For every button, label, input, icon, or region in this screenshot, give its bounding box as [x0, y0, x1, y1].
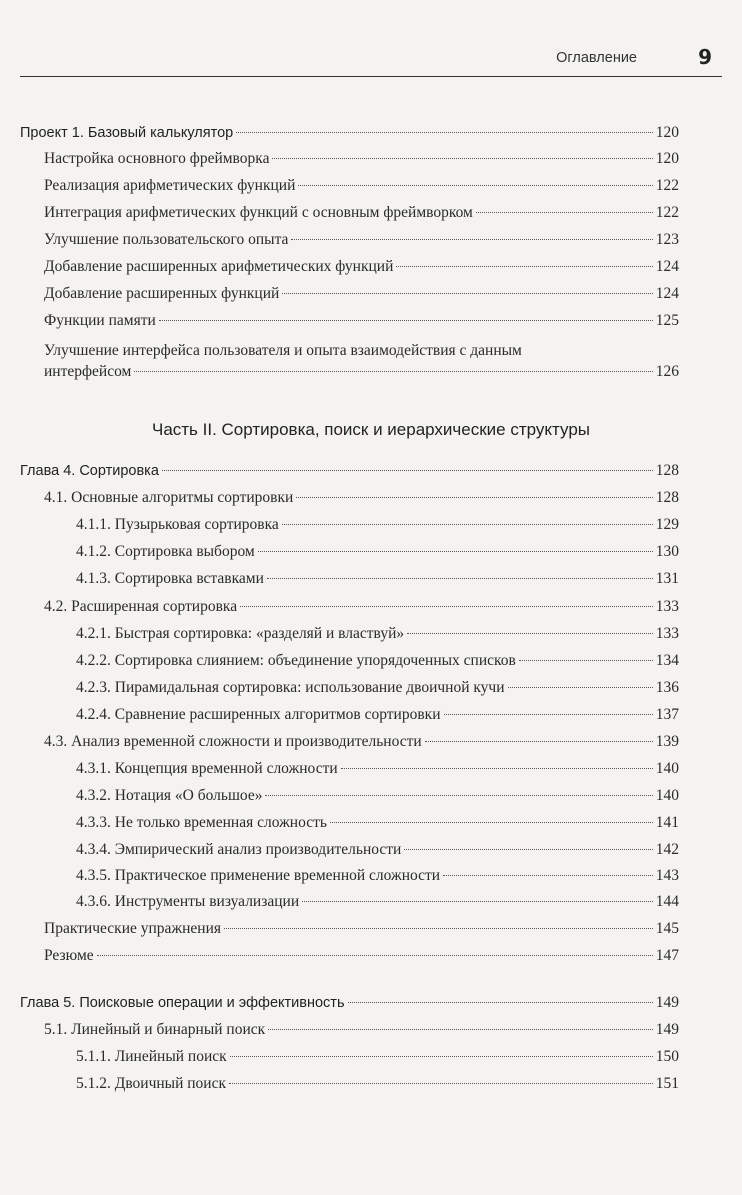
toc-entry-title: 4.3.3. Не только временная сложность: [76, 814, 327, 831]
toc-page-number: 124: [655, 285, 679, 302]
dot-leader: [230, 1056, 653, 1057]
toc-page-number: 133: [655, 625, 679, 642]
toc-entry-title: 4.2.3. Пирамидальная сортировка: использование двоичной кучи: [76, 679, 505, 696]
toc-entry-title: Глава 4. Сортировка: [20, 463, 159, 479]
toc-page-number: 130: [655, 543, 679, 560]
toc-entry[interactable]: [76, 760, 679, 778]
dot-leader: [444, 714, 653, 715]
dot-leader: [267, 578, 653, 579]
toc-entry-title: Добавление расширенных функций: [44, 285, 280, 302]
dot-leader: [159, 320, 653, 321]
dot-leader: [97, 955, 653, 956]
toc-entry[interactable]: [44, 204, 679, 222]
toc-entry-title: Интеграция арифметических функций с основным фреймворком: [44, 204, 473, 221]
dot-leader: [508, 687, 653, 688]
dot-leader: [282, 524, 653, 525]
header-title: Оглавление: [556, 50, 637, 66]
toc-entry[interactable]: [76, 893, 679, 911]
toc-page-number: 150: [655, 1048, 679, 1065]
toc-entry[interactable]: [76, 1048, 679, 1066]
toc-entry[interactable]: [44, 489, 679, 507]
toc-page-number: 147: [655, 947, 679, 964]
dot-leader: [443, 875, 653, 876]
dot-leader: [476, 212, 653, 213]
toc-entry-title: Резюме: [44, 947, 94, 964]
toc-entry[interactable]: [76, 814, 679, 832]
toc-page-number: 122: [655, 177, 679, 194]
dot-leader: [330, 822, 653, 823]
dot-leader: [296, 497, 652, 498]
toc-page-number: 122: [655, 204, 679, 221]
dot-leader: [272, 158, 652, 159]
toc-entry-title: Улучшение пользовательского опыта: [44, 231, 289, 248]
dot-leader: [162, 470, 653, 471]
toc-entry[interactable]: [44, 1021, 679, 1039]
dot-leader: [341, 768, 653, 769]
toc-entry-title: 5.1.2. Двоичный поиск: [76, 1075, 227, 1092]
toc-entry[interactable]: [76, 706, 679, 724]
toc-entry[interactable]: [44, 920, 679, 938]
toc-entry-title: Улучшение интерфейса пользователя и опыта взаимодействия с данным: [44, 342, 522, 359]
toc-page-number: 128: [655, 462, 679, 479]
toc-entry[interactable]: [76, 570, 679, 588]
toc-page-number: 149: [655, 994, 679, 1011]
toc-entry-title: 4.3.4. Эмпирический анализ производительности: [76, 841, 402, 858]
dot-leader: [348, 1002, 653, 1003]
dot-leader: [298, 185, 652, 186]
toc-entry-title: Функции памяти: [44, 312, 156, 329]
toc-entry-title: 4.3.1. Концепция временной сложности: [76, 760, 338, 777]
toc-entry[interactable]: [44, 285, 679, 303]
dot-leader: [425, 741, 653, 742]
toc-entry-title: 4.3.2. Нотация «О большое»: [76, 787, 263, 804]
toc-entry-title: 5.1.1. Линейный поиск: [76, 1048, 227, 1065]
toc-entry[interactable]: [76, 625, 679, 643]
toc-entry-title: интерфейсом: [44, 363, 132, 380]
toc-page-number: 134: [655, 652, 679, 669]
toc-page-number: 142: [655, 841, 679, 858]
toc-page-number: 139: [655, 733, 679, 750]
toc-entry[interactable]: [44, 258, 679, 276]
toc-entry-title: 4.1. Основные алгоритмы сортировки: [44, 489, 294, 506]
toc-entry[interactable]: [44, 312, 679, 330]
toc-page-number: 149: [655, 1021, 679, 1038]
toc-entry[interactable]: [44, 177, 679, 195]
dot-leader: [291, 239, 652, 240]
toc-entry-title: 4.2.1. Быстрая сортировка: «разделяй и властвуй»: [76, 625, 405, 642]
dot-leader: [134, 371, 652, 372]
toc-page-number: 140: [655, 787, 679, 804]
toc-entry-title: 5.1. Линейный и бинарный поиск: [44, 1021, 266, 1038]
toc-entry-title: Настройка основного фреймворка: [44, 150, 270, 167]
dot-leader: [396, 266, 652, 267]
toc-entry-title: 4.2.4. Сравнение расширенных алгоритмов сортировки: [76, 706, 441, 723]
toc-entry[interactable]: [76, 543, 679, 561]
toc-entry[interactable]: [44, 598, 679, 616]
toc-entry-title: Реализация арифметических функций: [44, 177, 296, 194]
toc-entry[interactable]: [76, 652, 679, 670]
dot-leader: [236, 132, 653, 133]
toc-entry-title: 4.1.1. Пузырьковая сортировка: [76, 516, 279, 533]
toc-entry-chapter-5[interactable]: [20, 994, 679, 1012]
toc-entry[interactable]: [44, 947, 679, 965]
toc-entry[interactable]: [76, 867, 679, 885]
toc-page-number: 129: [655, 516, 679, 533]
toc-entry[interactable]: [76, 787, 679, 805]
toc-page-number: 140: [655, 760, 679, 777]
toc-page-number: 136: [655, 679, 679, 696]
toc-entry-project-1[interactable]: [20, 124, 679, 142]
toc-page-number: 125: [655, 312, 679, 329]
toc-entry[interactable]: [44, 733, 679, 751]
toc-page-number: 120: [655, 124, 679, 141]
toc-entry-chapter-4[interactable]: [20, 462, 679, 480]
toc-entry-title: 4.3.6. Инструменты визуализации: [76, 893, 300, 910]
running-header: [20, 40, 722, 77]
toc-entry-title: 4.3. Анализ временной сложности и производительности: [44, 733, 422, 750]
toc-page-number: 126: [655, 363, 679, 380]
dot-leader: [268, 1029, 653, 1030]
toc-page-number: 128: [655, 489, 679, 506]
dot-leader: [224, 928, 653, 929]
dot-leader: [240, 606, 653, 607]
toc-entry[interactable]: [76, 841, 679, 859]
toc-entry-title: 4.2.2. Сортировка слиянием: объединение упорядоченных списков: [76, 652, 516, 669]
toc-entry-title: 4.1.3. Сортировка вставками: [76, 570, 264, 587]
toc-page-number: 143: [655, 867, 679, 884]
toc-entry[interactable]: [76, 1075, 679, 1093]
toc-page-number: 144: [655, 893, 679, 910]
toc-entry[interactable]: [76, 679, 679, 697]
toc-page-number: 137: [655, 706, 679, 723]
dot-leader: [519, 660, 653, 661]
toc-entry-title: Глава 5. Поисковые операции и эффективность: [20, 995, 345, 1011]
toc-entry-title: 4.3.5. Практическое применение временной сложности: [76, 867, 441, 884]
toc-page-number: 123: [655, 231, 679, 248]
toc-page-number: 124: [655, 258, 679, 275]
toc-entry[interactable]: [76, 516, 679, 534]
toc-page-number: 131: [655, 570, 679, 587]
dot-leader: [404, 849, 652, 850]
toc-entry-multiline[interactable]: [44, 340, 679, 382]
dot-leader: [302, 901, 653, 902]
toc-entry-title: Добавление расширенных арифметических функций: [44, 258, 394, 275]
toc-entry[interactable]: [44, 231, 679, 249]
dot-leader: [265, 795, 652, 796]
toc-entry[interactable]: [44, 150, 679, 168]
toc-entry-title: 4.1.2. Сортировка выбором: [76, 543, 255, 560]
toc-page-number: 133: [655, 598, 679, 615]
toc-entry-title: Проект 1. Базовый калькулятор: [20, 125, 234, 141]
dot-leader: [282, 293, 652, 294]
dot-leader: [258, 551, 653, 552]
toc-entry-title: Практические упражнения: [44, 920, 222, 937]
part-heading: Часть II. Сортировка, поиск и иерархические структуры: [151, 420, 590, 439]
toc-page-number: 145: [655, 920, 679, 937]
dot-leader: [229, 1083, 653, 1084]
toc-page-number: 151: [655, 1075, 679, 1092]
dot-leader: [407, 633, 653, 634]
toc-entry-title: 4.2. Расширенная сортировка: [44, 598, 238, 615]
header-page-number: 9: [698, 45, 712, 69]
toc-page-number: 141: [655, 814, 679, 831]
toc-page-number: 120: [655, 150, 679, 167]
